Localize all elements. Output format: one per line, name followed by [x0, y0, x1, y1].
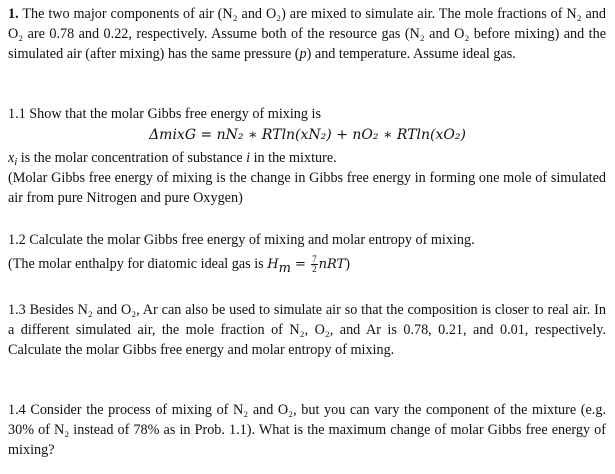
- problem-intro-text-1: The two major components of air (N₂ and O₂) are mixed to simulate air. The mole fractions of N₂ and O₂ are 0.78 and 0.22, respectively. Assume both of the resource gas (N₂ and O₂ before mixing) and the simulated air (after mixing) has the same pressure (: [8, 6, 606, 62]
- enthalpy-symbol: H: [267, 257, 279, 272]
- enthalpy-subscript: m: [278, 260, 291, 276]
- concentration-definition: [8, 148, 606, 168]
- problem-number: 1.: [8, 6, 19, 22]
- pressure-symbol: p: [299, 46, 307, 62]
- part-1-2-question: 1.2 Calculate the molar Gibbs free energy of mixing and molar entropy of mixing.: [8, 232, 475, 248]
- hint-suffix: ): [345, 256, 350, 272]
- problem-intro-text-2: ) and temperature. Assume ideal gas.: [306, 46, 516, 62]
- part-1-1-question: 1.1 Show that the molar Gibbs free energy of mixing is: [8, 106, 321, 122]
- def-middle: is the molar concentration of substance: [17, 150, 247, 166]
- gibbs-mixing-equation: [0, 125, 615, 145]
- hint-equals: =: [290, 257, 311, 272]
- problem-intro: [8, 4, 606, 64]
- def-subscript: i: [14, 157, 18, 169]
- def-variable: x: [8, 150, 15, 166]
- def-end: in the mixture.: [250, 150, 337, 166]
- seven-halves-fraction: [311, 255, 318, 274]
- equation-text: ΔmixG = nN₂ ∗ RTln(xN₂) + nO₂ ∗ RTln(xO₂): [149, 127, 466, 143]
- part-1-4-text: 1.4 Consider the process of mixing of N₂ and O₂, but you can vary the component of the mixture (e.g. 30% of N₂ instead of 78% as in Prob. 1.1). What is the maximum change of molar Gibbs free energy of mixing?: [8, 402, 606, 458]
- hint-prefix: (The molar enthalpy for diatomic ideal gas is: [8, 256, 268, 272]
- def-index: i: [246, 150, 251, 166]
- part-1-3-text: 1.3 Besides N₂ and O₂, Ar can also be used to simulate air so that the composition is closer to real air. In a different simulated air, the mole fraction of N₂, O₂, and Ar is 0.78, 0.21, and 0.01, respectively. Calculate the molar Gibbs free energy and molar entropy of mixing.: [8, 302, 606, 358]
- hint-nrt: nRT: [318, 257, 346, 272]
- fraction-denominator: 2: [312, 264, 317, 275]
- part-1-2-hint: [8, 254, 606, 275]
- fraction-numerator: 7: [312, 254, 317, 265]
- part-1-1-note: (Molar Gibbs free energy of mixing is the change in Gibbs free energy in forming one mole of simulated air from pure Nitrogen and pure Oxygen): [8, 170, 606, 206]
